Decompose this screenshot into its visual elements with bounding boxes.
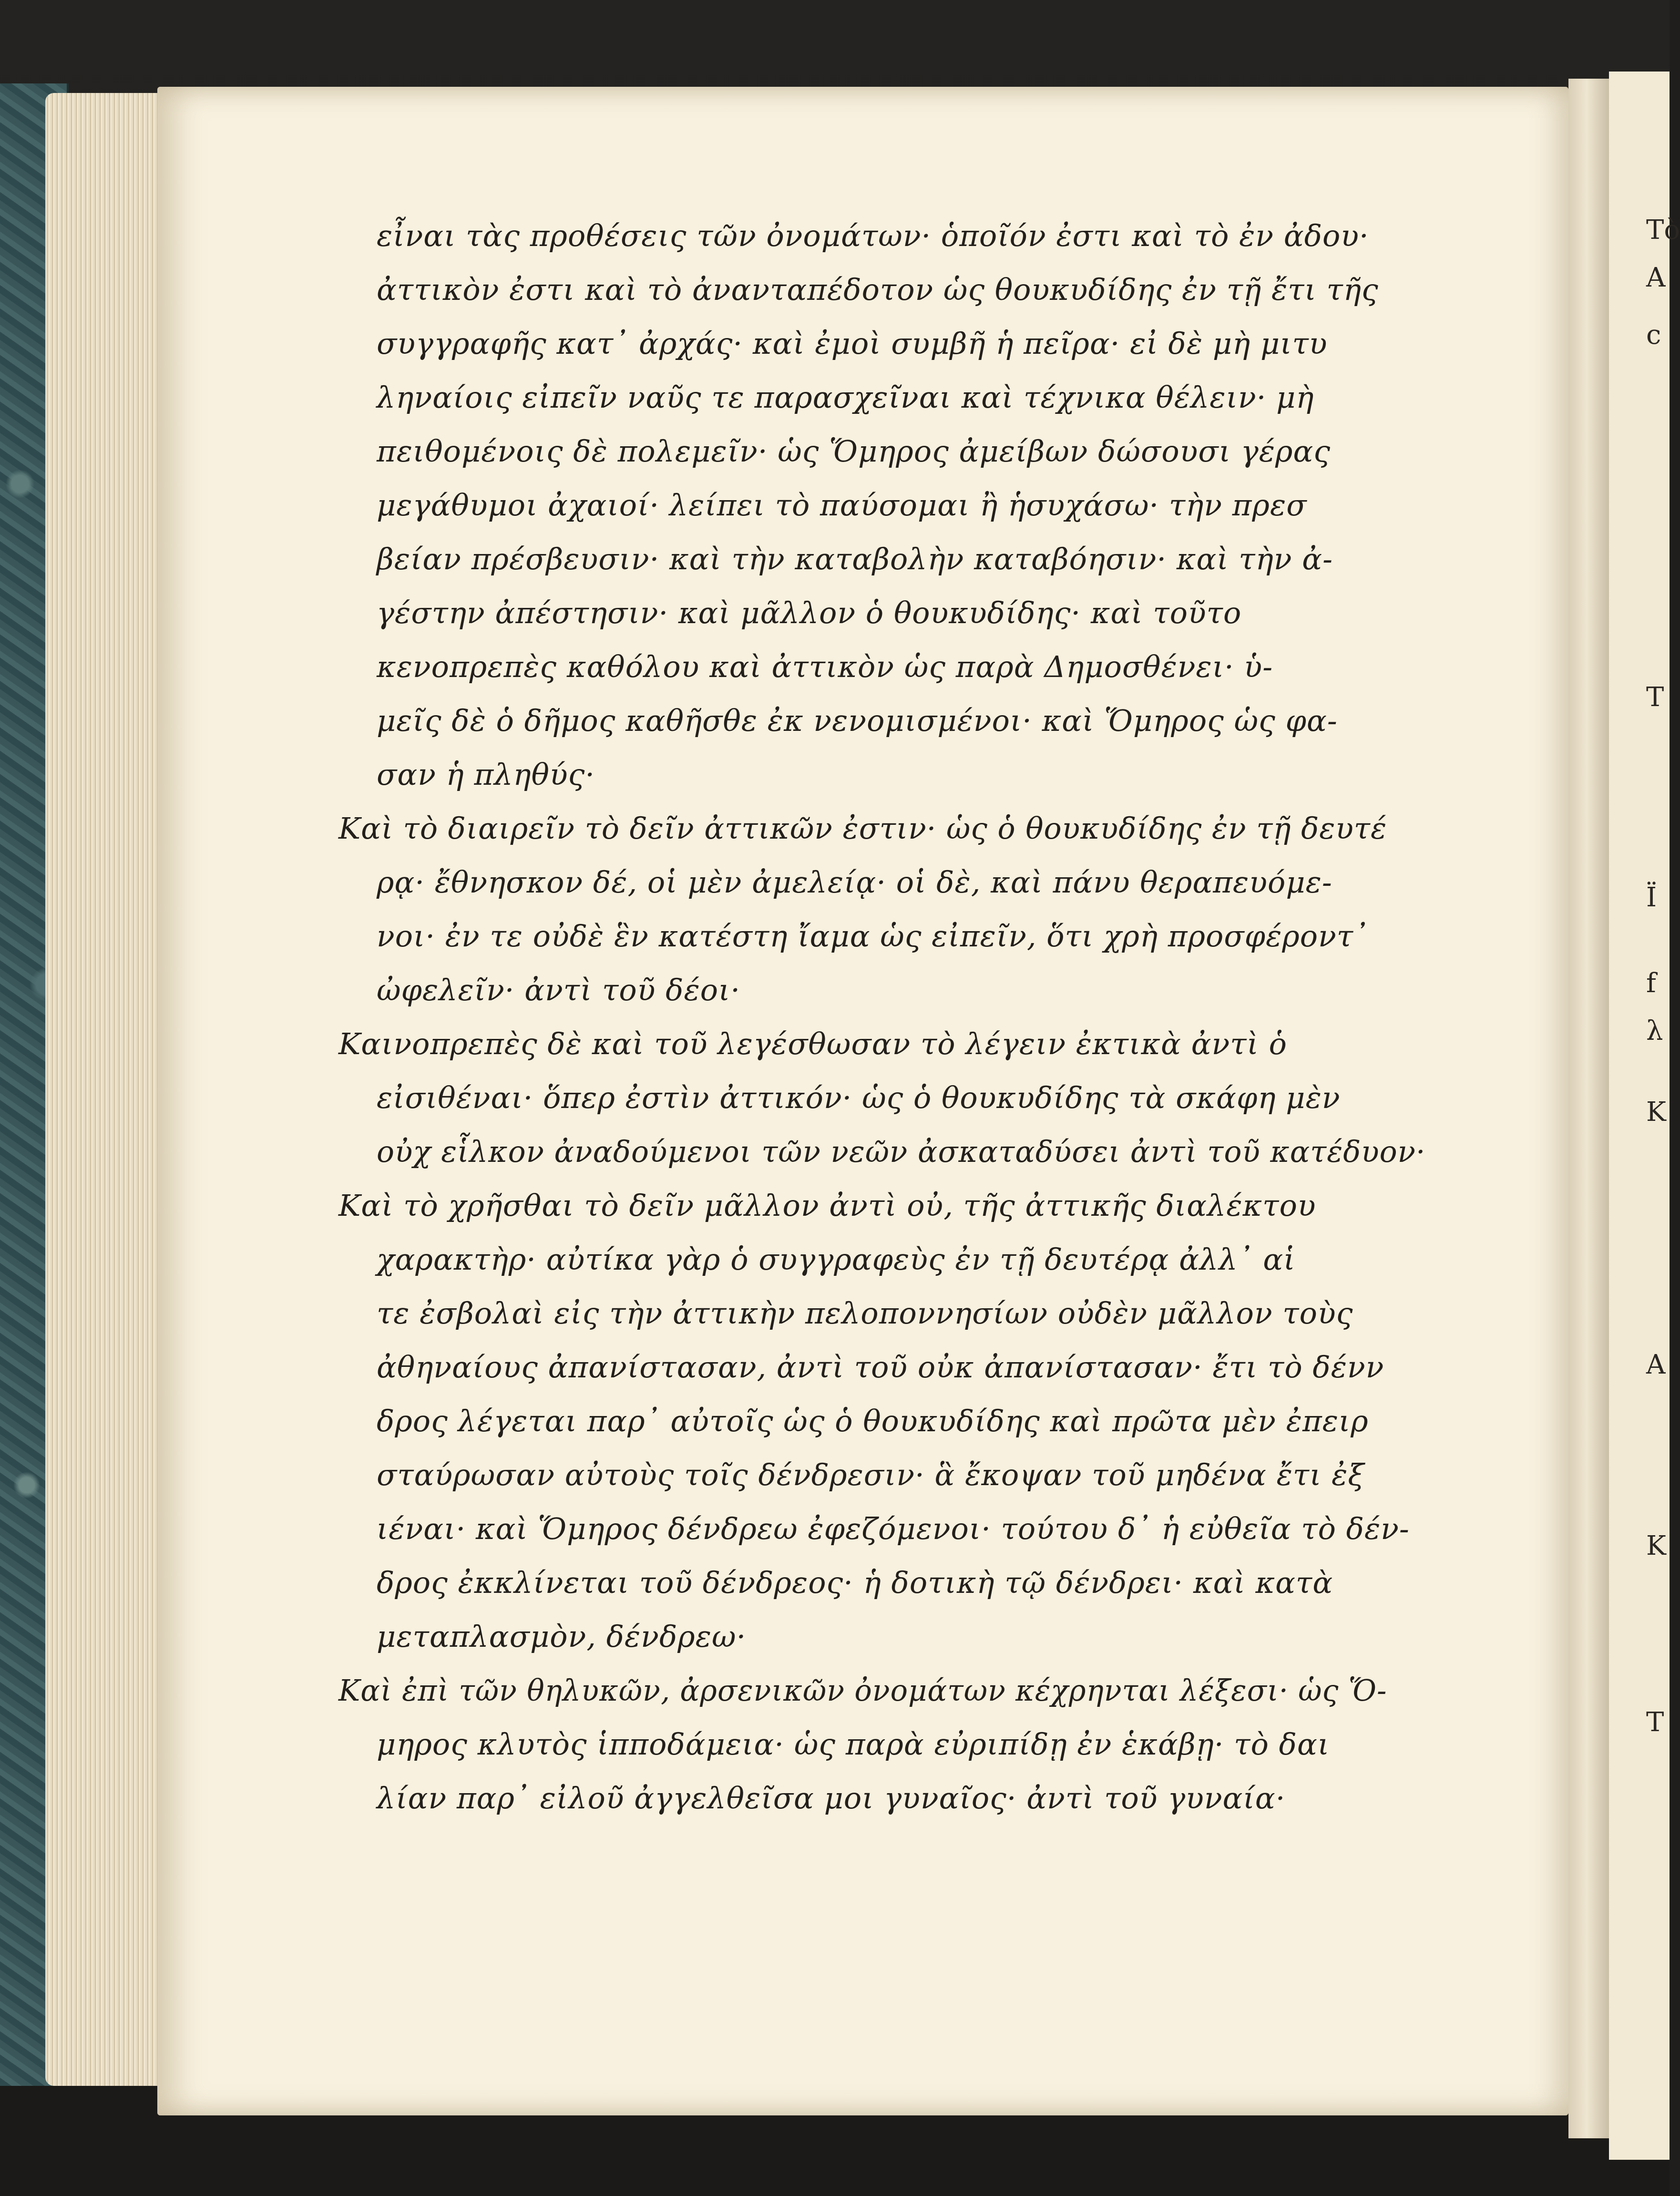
text-line: σταύρωσαν αὐτοὺς τοῖς δένδρεσιν· ἃ ἔκοψαν τοῦ μηδένα ἔτι ἐξ	[377, 1457, 1365, 1492]
text-line: τε ἐσβολαὶ εἰς τὴν ἀττικὴν πελοποννησίων οὐδὲν μᾶλλον τοὺς	[377, 1296, 1353, 1331]
facing-page-fragment: Α	[1646, 262, 1666, 293]
facing-page-fragment: c	[1646, 319, 1661, 350]
text-line: νοι· ἐν τε οὐδὲ ἓν κατέστη ἴαμα ὡς εἰπεῖν, ὅτι χρὴ προσφέροντ᾽	[377, 919, 1369, 954]
facing-page-fragment: Τ	[1646, 1707, 1664, 1738]
text-line: ρᾳ· ἔθνησκον δέ, οἱ μὲν ἀμελείᾳ· οἱ δὲ, καὶ πάνυ θεραπευόμε-	[377, 865, 1332, 900]
text-line: λίαν παρ᾽ εἰλοῦ ἀγγελθεῖσα μοι γυναῖος· ἀντὶ τοῦ γυναία·	[377, 1781, 1286, 1816]
text-line: οὐχ εἷλκον ἀναδούμενοι τῶν νεῶν ἀσκαταδύσει ἀντὶ τοῦ κατέδυον·	[377, 1134, 1426, 1169]
facing-page-fragment: Ϊ	[1646, 882, 1657, 913]
text-line: γέστην ἀπέστησιν· καὶ μᾶλλον ὁ θουκυδίδης· καὶ τοῦτο	[377, 595, 1242, 630]
facing-page-fragment: f	[1646, 968, 1656, 999]
paragraph-first-line: Καὶ τὸ διαιρεῖν τὸ δεῖν ἀττικῶν ἐστιν· ὡς ὁ θουκυδίδης ἐν τῇ δευτέ	[338, 811, 1387, 846]
facing-page-margin	[1609, 72, 1680, 2160]
facing-page-fragment: Τὸ	[1646, 215, 1680, 246]
text-line: μηρος κλυτὸς ἱπποδάμεια· ὡς παρὰ εὐριπίδῃ ἐν ἑκάβῃ· τὸ δαι	[377, 1727, 1330, 1762]
paragraph-first-line: Καὶ ἐπὶ τῶν θηλυκῶν, ἀρσενικῶν ὀνομάτων κέχρηνται λέξεσι· ὡς Ὅ-	[338, 1673, 1387, 1708]
text-line: συγγραφῆς κατ᾽ ἀρχάς· καὶ ἐμοὶ συμβῆ ἡ πεῖρα· εἰ δὲ μὴ μιτυ	[377, 326, 1328, 361]
paragraph-first-line: Καινοπρεπὲς δὲ καὶ τοῦ λεγέσθωσαν τὸ λέγειν ἐκτικὰ ἀντὶ ὁ	[338, 1026, 1287, 1061]
gutter-edge	[1568, 79, 1609, 2138]
text-line: χαρακτὴρ· αὐτίκα γὰρ ὁ συγγραφεὺς ἐν τῇ δευτέρᾳ ἀλλ᾽ αἱ	[377, 1242, 1296, 1277]
text-line: εἰσιθέναι· ὅπερ ἐστὶν ἀττικόν· ὡς ὁ θουκυδίδης τὰ σκάφη μὲν	[377, 1080, 1341, 1115]
text-line: ληναίοις εἰπεῖν ναῦς τε παρασχεῖναι καὶ τέχνικα θέλειν· μὴ	[377, 380, 1314, 415]
paragraph-first-line: Καὶ τὸ χρῆσθαι τὸ δεῖν μᾶλλον ἀντὶ οὐ, τῆς ἀττικῆς διαλέκτου	[338, 1188, 1316, 1223]
facing-page-fragment: Α	[1646, 1349, 1666, 1380]
facing-page-fragment: Κ	[1646, 1530, 1666, 1561]
text-line: βείαν πρέσβευσιν· καὶ τὴν καταβολὴν καταβόησιν· καὶ τὴν ἀ-	[377, 542, 1333, 576]
text-line: μεταπλασμὸν, δένδρεω·	[377, 1619, 747, 1654]
text-line: ὠφελεῖν· ἀντὶ τοῦ δέοι·	[377, 973, 741, 1007]
text-line: ιέναι· καὶ Ὅμηρος δένδρεω ἐφεζόμενοι· τούτου δ᾽ ἡ εὐθεῖα τὸ δέν-	[377, 1511, 1410, 1546]
text-line: ἀττικὸν ἐστι καὶ τὸ ἀνανταπέδοτον ὡς θουκυδίδης ἐν τῇ ἔτι τῆς	[377, 272, 1379, 307]
text-line: εἶναι τὰς προθέσεις τῶν ὀνομάτων· ὁποῖόν ἐστι καὶ τὸ ἐν ἀδου·	[377, 218, 1369, 253]
text-line: πειθομένοις δὲ πολεμεῖν· ὡς Ὅμηρος ἀμείβων δώσουσι γέρας	[377, 434, 1331, 469]
facing-page-fragment: λ	[1646, 1016, 1663, 1047]
text-line: κενοπρεπὲς καθόλου καὶ ἀττικὸν ὡς παρὰ Δημοσθένει· ὑ-	[377, 649, 1273, 684]
page-edge-stack	[45, 93, 164, 2086]
facing-page-fragment: Τ	[1646, 682, 1664, 713]
text-line: μεγάθυμοι ἀχαιοί· λείπει τὸ παύσομαι ἢ ἡσυχάσω· τὴν πρεσ	[377, 488, 1307, 523]
text-line: δρος λέγεται παρ᾽ αὐτοῖς ὡς ὁ θουκυδίδης καὶ πρῶτα μὲν ἐπειρ	[377, 1404, 1369, 1438]
text-line: μεῖς δὲ ὁ δῆμος καθῆσθε ἐκ νενομισμένοι· καὶ Ὅμηρος ὡς φα-	[377, 703, 1338, 738]
text-line: σαν ἡ πληθύς·	[377, 757, 595, 792]
facing-page-fragment: Κ	[1646, 1097, 1666, 1128]
text-line: δρος ἐκκλίνεται τοῦ δένδρεος· ἡ δοτικὴ τῷ δένδρει· καὶ κατὰ	[377, 1565, 1333, 1600]
text-line: ἀθηναίους ἀπανίστασαν, ἀντὶ τοῦ οὐκ ἀπανίστασαν· ἔτι τὸ δένν	[377, 1350, 1384, 1385]
